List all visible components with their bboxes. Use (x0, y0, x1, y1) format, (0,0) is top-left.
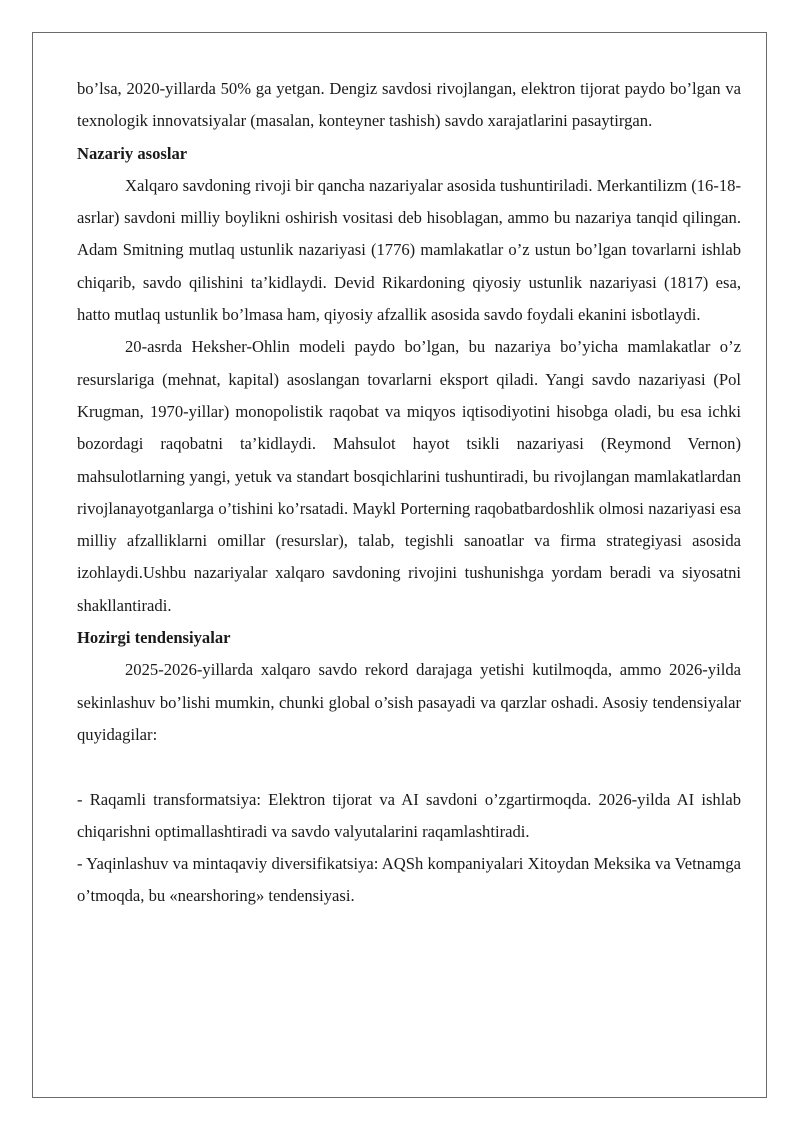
paragraph-theories-classical: Xalqaro savdoning rivoji bir qancha nazariyalar asosida tushuntiriladi. Merkantilizm (16-18-asrlar) savdoni milliy boylikni oshirish vositasi deb hisoblagan, ammo bu nazariya tanqid qilingan. Adam Smitning mutlaq ustunlik nazariyasi (1776) mamlakatlar o’z ustun bo’lgan tovarlarni ishlab chiqarib, savdo qilishini ta’kidlaydi. Devid Rikardoning qiyosiy ustunlik nazariyasi (1817) esa, hatto mutlaq ustunlik bo’lmasa ham, qiyosiy afzallik asosida savdo foydali ekanini isbotlaydi. (77, 175, 741, 325)
section-heading-theory: Nazariy asoslar (77, 143, 188, 163)
list-item-nearshoring: - Yaqinlashuv va mintaqaviy diversifikatsiya: AQSh kompaniyalari Xitoydan Meksika va Vetnamga o’tmoqda, bu «nearshoring» tendensiyasi. (77, 854, 741, 906)
document-body (77, 73, 741, 913)
blank-line (77, 751, 741, 783)
paragraph-intro-continuation: bo’lsa, 2020-yillarda 50% ga yetgan. Dengiz savdosi rivojlangan, elektron tijorat paydo bo’lgan va texnologik innovatsiyalar (masalan, konteyner tashish) savdo xarajatlarini pasaytirgan. (77, 79, 741, 131)
paragraph-trends-intro: 2025-2026-yillarda xalqaro savdo rekord darajaga yetishi kutilmoqda, ammo 2026-yilda sekinlashuv bo’lishi mumkin, chunki global o’sish pasayadi va qarzlar oshadi. Asosiy tendensiyalar quyidagilar: (77, 660, 741, 744)
list-item-digital-transformation: - Raqamli transformatsiya: Elektron tijorat va AI savdoni o’zgartirmoqda. 2026-yilda AI ishlab chiqarishni optimallashtiradi va savdo valyutalarini raqamlashtiradi. (77, 789, 741, 841)
paragraph-theories-modern: 20-asrda Heksher-Ohlin modeli paydo bo’lgan, bu nazariya bo’yicha mamlakatlar o’z resurslariga (mehnat, kapital) asoslangan tovarlarni eksport qiladi. Yangi savdo nazariyasi (Pol Krugman, 1970-yillar) monopolistik raqobat va miqyos iqtisodiyotini hisobga oladi, bu esa ichki bozordagi raqobatni ta’kidlaydi. Mahsulot hayot tsikli nazariyasi (Reymond Vernon) mahsulotlarning yangi, yetuk va standart bosqichlarini tushuntiradi, bu rivojlangan mamlakatlardan rivojlanayotganlarga o’tishini ko’rsatadi. Maykl Porterning raqobatbardoshlik olmosi nazariyasi esa milliy afzalliklarni omillar (resurslar), talab, tegishli sanoatlar va firma strategiyasi asosida izohlaydi.Ushbu nazariyalar xalqaro savdoning rivojini tushunishga yordam beradi va siyosatni shakllantiradi. (77, 337, 741, 615)
section-heading-trends: Hozirgi tendensiyalar (77, 628, 231, 648)
